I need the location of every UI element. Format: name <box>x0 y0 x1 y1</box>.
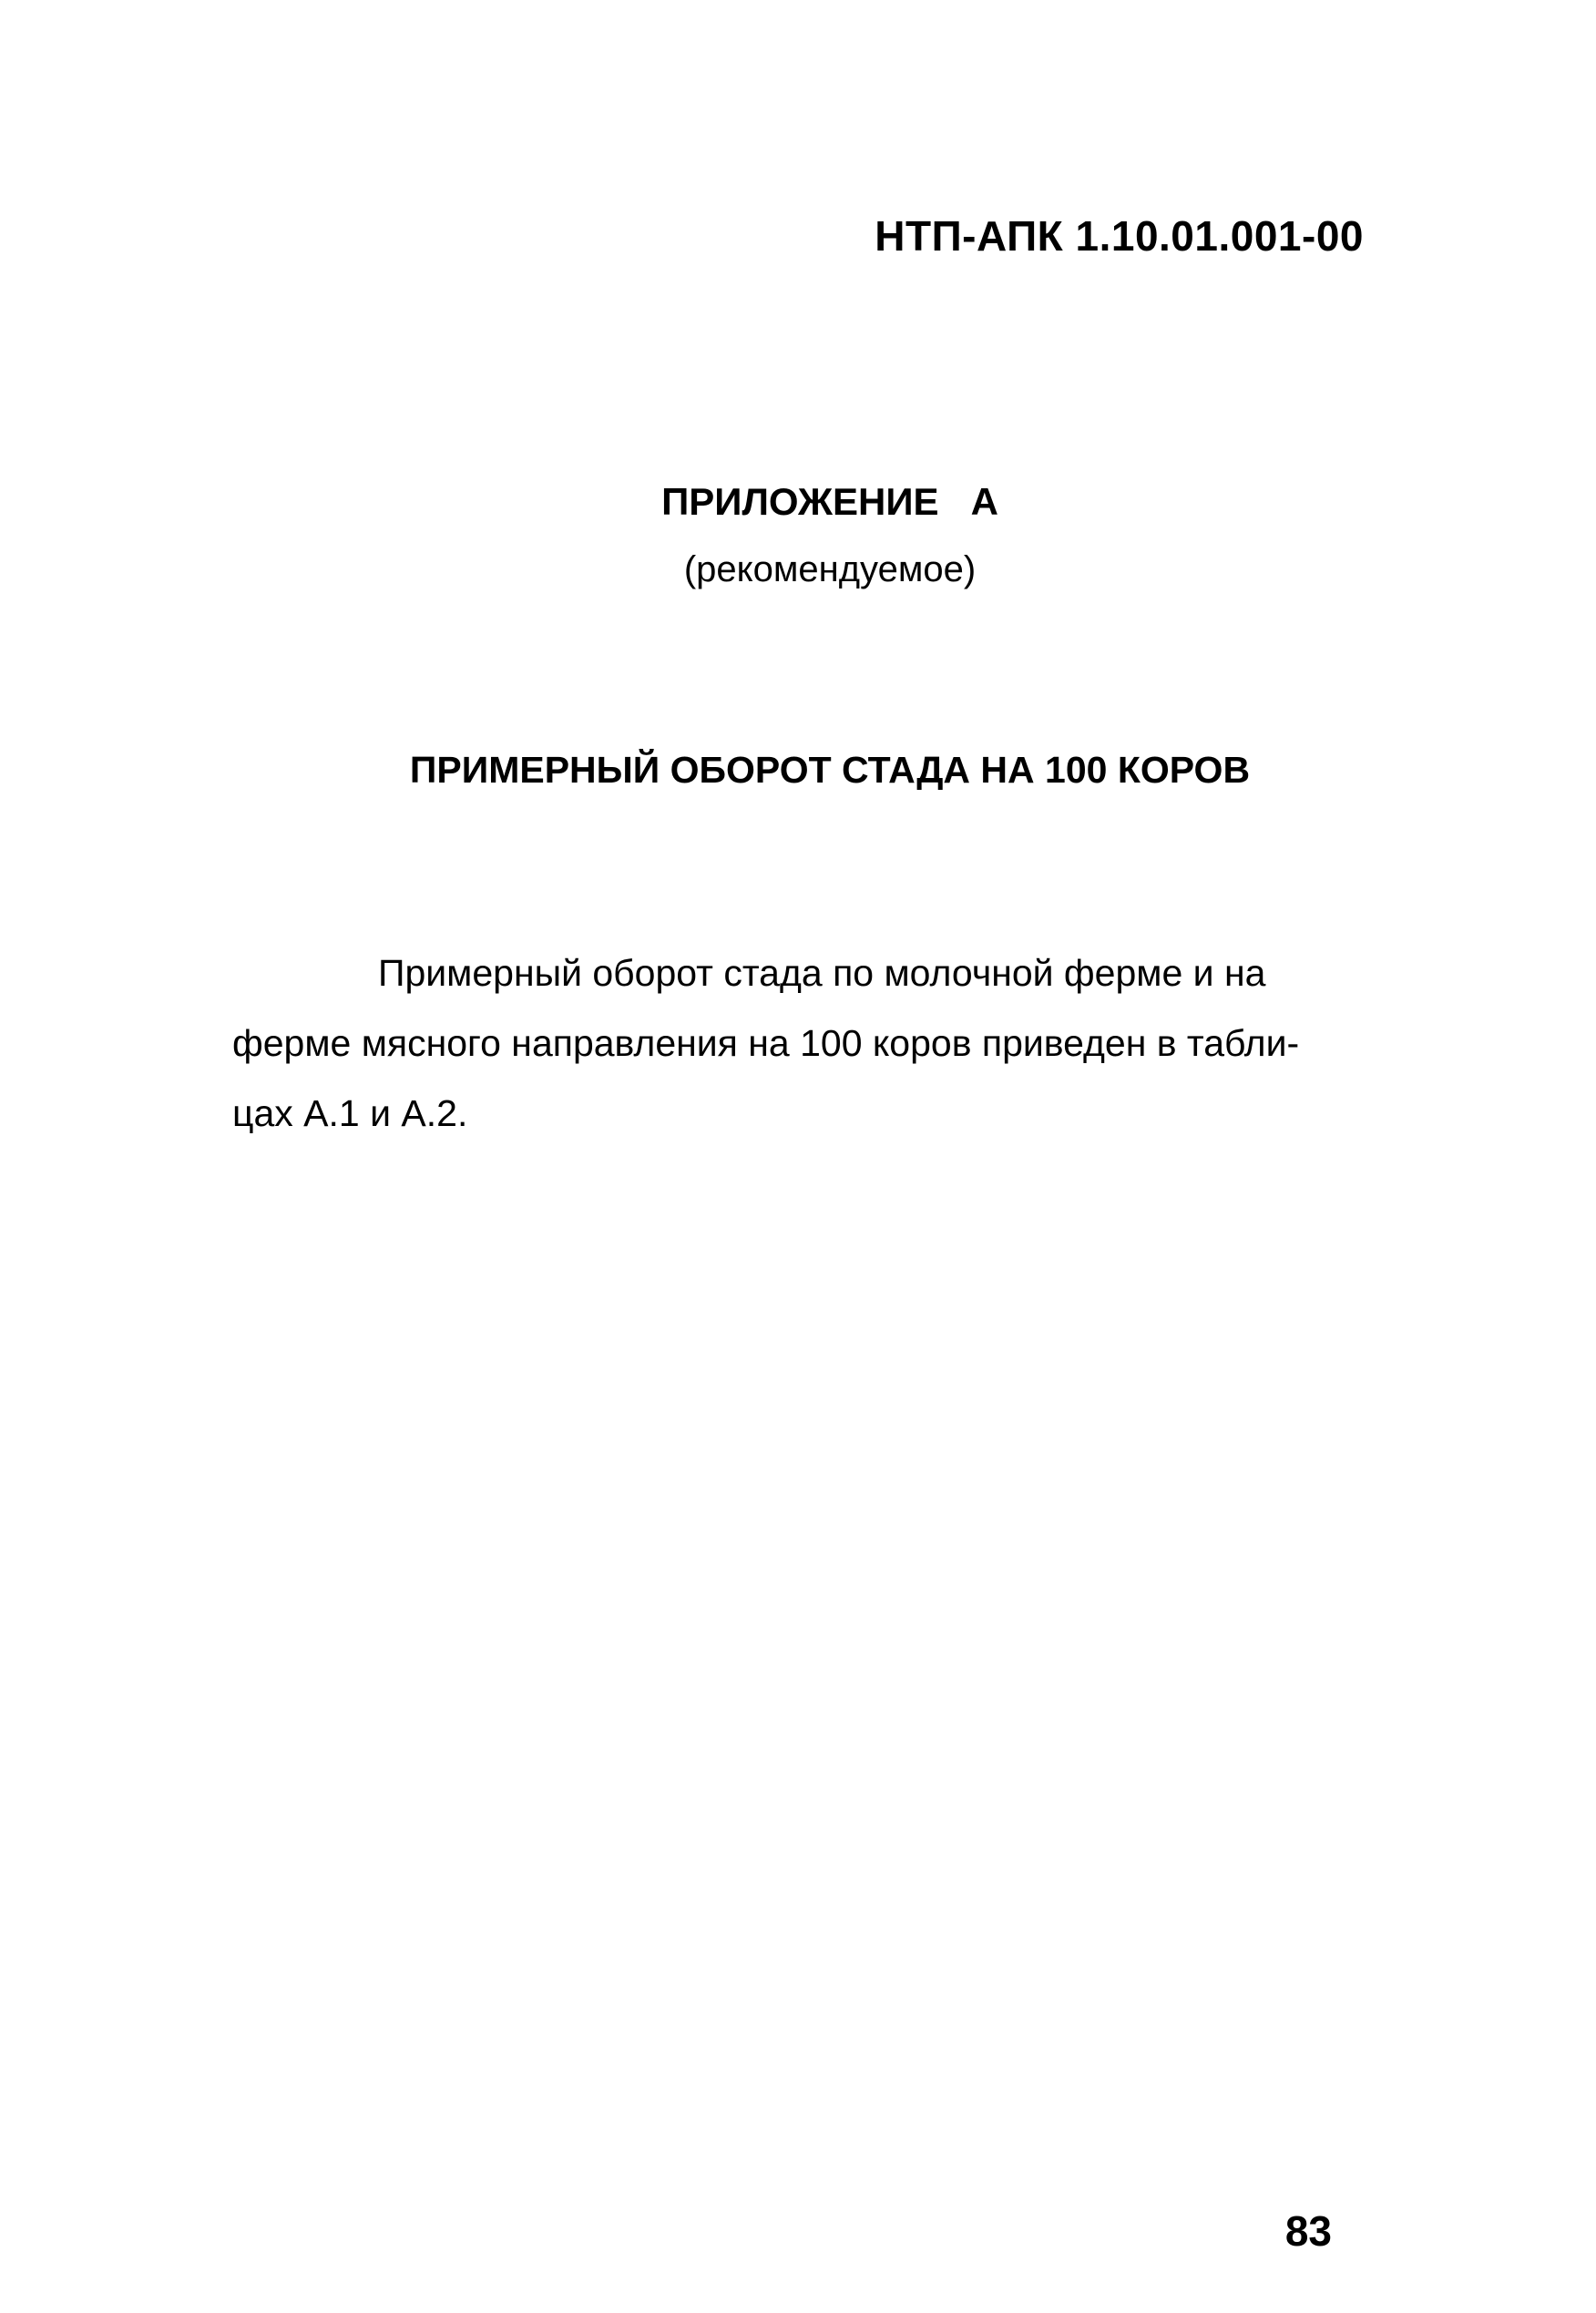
body-paragraph <box>232 938 1353 1149</box>
page-number: 83 <box>1284 2207 1332 2255</box>
body-line: Примерный оборот стада по молочной ферме и на <box>378 952 1266 994</box>
section-title: ПРИМЕРНЫЙ ОБОРОТ СТАДА НА 100 КОРОВ <box>409 749 1251 791</box>
body-line: цах А.1 и А.2. <box>232 1092 468 1134</box>
appendix-title: ПРИЛОЖЕНИЕ А <box>661 480 998 523</box>
body-line: ферме мясного направления на 100 коров приведен в табли- <box>232 1022 1300 1064</box>
appendix-subtitle: (рекомендуемое) <box>683 549 977 589</box>
document-code: НТП-АПК 1.10.01.001-00 <box>875 212 1364 260</box>
